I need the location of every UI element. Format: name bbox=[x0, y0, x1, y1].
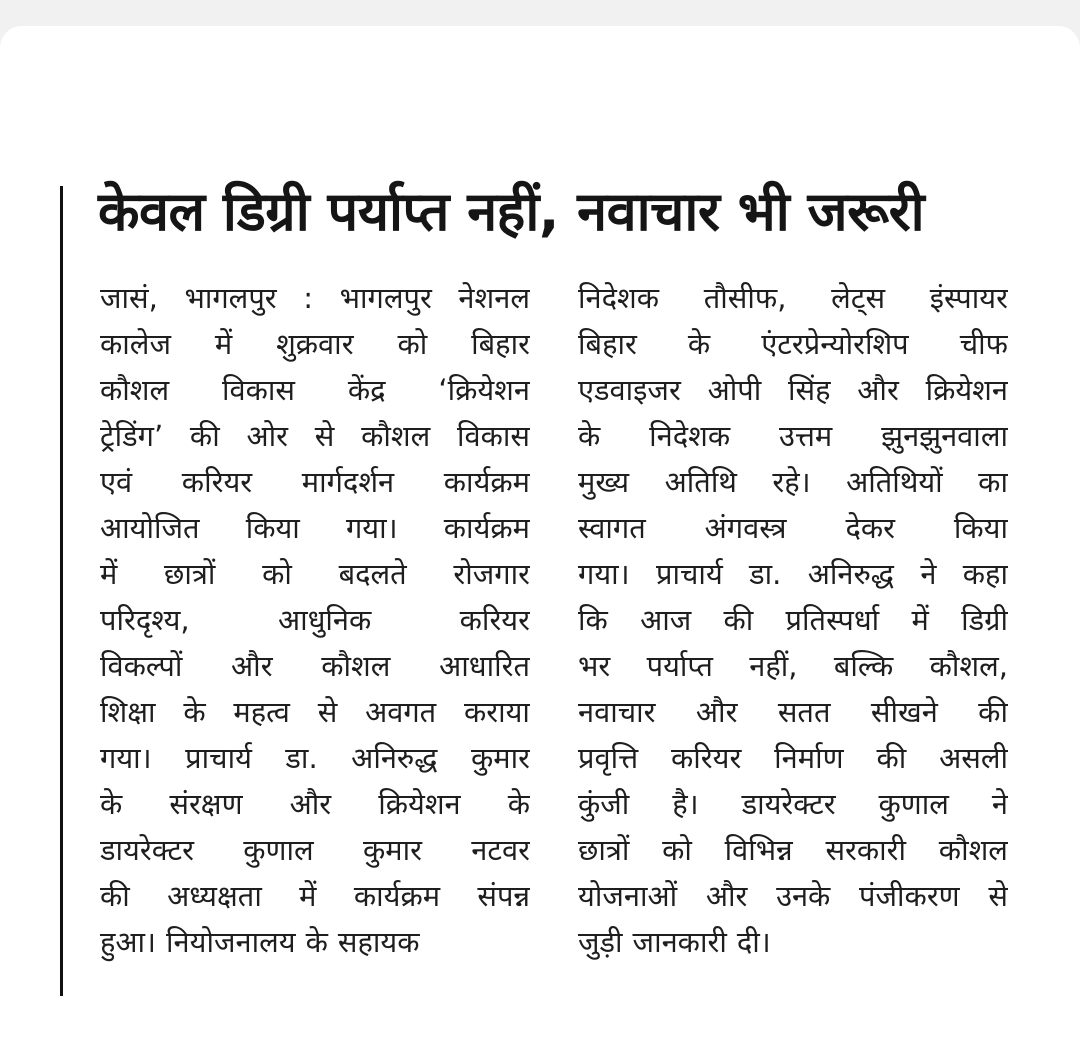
article-word: कराया bbox=[463, 695, 530, 729]
article-word: विकास bbox=[456, 419, 530, 453]
article-line bbox=[100, 735, 530, 781]
article-word: में bbox=[299, 879, 317, 913]
article-word: महत्व bbox=[233, 695, 290, 729]
article-word: झुनझुनवाला bbox=[881, 419, 1008, 453]
headline: केवल डिग्री पर्याप्त नहीं, नवाचार भी जरूरी bbox=[98, 180, 925, 243]
article-word: बिहार bbox=[578, 327, 637, 361]
article-word: उत्तम bbox=[779, 419, 833, 453]
article-word: सहायक bbox=[337, 925, 420, 959]
article-line bbox=[100, 413, 530, 459]
article-word: कुंजी bbox=[578, 787, 630, 821]
article-word: डायरेक्टर bbox=[100, 833, 194, 867]
article-line bbox=[578, 413, 1008, 459]
article-word: प्राचार्य bbox=[656, 557, 723, 591]
article-word: एवं bbox=[100, 465, 133, 499]
article-word: को bbox=[397, 327, 428, 361]
article-word: देकर bbox=[845, 511, 895, 545]
article-word: बिहार bbox=[471, 327, 530, 361]
article-word: से bbox=[314, 419, 335, 453]
article-word: जुड़ी bbox=[578, 925, 623, 959]
article-word: अतिथि bbox=[664, 465, 737, 499]
article-word: नहीं, bbox=[749, 649, 798, 683]
article-word: ने bbox=[991, 787, 1008, 821]
article-column-left bbox=[100, 275, 530, 965]
article-line bbox=[100, 827, 530, 873]
article-line bbox=[578, 597, 1008, 643]
article-word: के bbox=[507, 787, 530, 821]
article-word: को bbox=[662, 833, 692, 867]
article-word: के bbox=[687, 327, 711, 361]
article-column-right bbox=[578, 275, 1008, 965]
article-word: भर bbox=[578, 649, 611, 683]
article-line bbox=[578, 321, 1008, 367]
article-word: रोजगार bbox=[453, 557, 530, 591]
article-word: पर्याप्त bbox=[646, 649, 713, 683]
article-word: करियर bbox=[459, 603, 530, 637]
article-word: अनिरुद्ध bbox=[351, 741, 438, 775]
article-word: जानकारी bbox=[632, 925, 727, 959]
article-word: और bbox=[231, 649, 273, 683]
article-line bbox=[578, 367, 1008, 413]
article-word: में bbox=[214, 327, 233, 361]
article-word: : bbox=[303, 281, 314, 315]
article-line bbox=[100, 367, 530, 413]
article-word: आज bbox=[640, 603, 692, 637]
article-word: किया bbox=[245, 511, 300, 545]
article-word: कुणाल bbox=[243, 833, 314, 867]
article-word: अवगत bbox=[365, 695, 437, 729]
article-line bbox=[578, 827, 1008, 873]
article-line bbox=[578, 551, 1008, 597]
article-word: मुख्य bbox=[578, 465, 630, 499]
article-word: विभिन्न bbox=[724, 833, 793, 867]
article-line bbox=[100, 919, 530, 965]
article-word: बल्कि bbox=[833, 649, 894, 683]
article-word: प्राचार्य bbox=[185, 741, 252, 775]
article-line bbox=[578, 689, 1008, 735]
column-rule bbox=[60, 186, 63, 996]
article-word: अध्यक्षता bbox=[167, 879, 262, 913]
article-word: क्रियेशन bbox=[925, 373, 1008, 407]
article-line bbox=[100, 459, 530, 505]
article-word: हुआ। bbox=[100, 925, 157, 959]
article-word: छात्रों bbox=[164, 557, 216, 591]
article-line bbox=[578, 275, 1008, 321]
article-line bbox=[100, 551, 530, 597]
article-word: की bbox=[723, 603, 754, 637]
article-word: विकल्पों bbox=[100, 649, 183, 683]
article-word: सीखने bbox=[870, 695, 938, 729]
article-word: में bbox=[911, 603, 929, 637]
article-line bbox=[578, 919, 1008, 965]
article-word: निर्माण bbox=[774, 741, 844, 775]
article-word: कार्यक्रम bbox=[443, 511, 530, 545]
article-word: क्रियेशन bbox=[378, 787, 461, 821]
article-word: कार्यक्रम bbox=[443, 465, 530, 499]
article-word: कौशल bbox=[938, 833, 1008, 867]
article-word: परिदृश्य, bbox=[100, 603, 190, 637]
article-word: से bbox=[317, 695, 338, 729]
article-word: और bbox=[705, 879, 748, 913]
article-line bbox=[578, 459, 1008, 505]
article-line bbox=[100, 643, 530, 689]
article-word: डिग्री bbox=[961, 603, 1008, 637]
article-word: सिंह bbox=[788, 373, 831, 407]
article-word: के bbox=[578, 419, 601, 453]
article-word: केंद्र bbox=[347, 373, 386, 407]
article-word: सरकारी bbox=[825, 833, 907, 867]
article-word: डा. bbox=[285, 741, 318, 775]
article-word: असली bbox=[939, 741, 1008, 775]
article-word: कौशल bbox=[100, 373, 170, 407]
article-word: को bbox=[262, 557, 292, 591]
article-word: रहे। bbox=[772, 465, 811, 499]
article-word: में bbox=[100, 557, 118, 591]
article-line bbox=[578, 735, 1008, 781]
article-word: इंस्पायर bbox=[929, 281, 1008, 315]
article-word: कि bbox=[578, 603, 608, 637]
article-word: ओपी bbox=[707, 373, 762, 407]
article-line bbox=[100, 505, 530, 551]
article-word: प्रतिस्पर्धा bbox=[785, 603, 880, 637]
article-word: गया। bbox=[100, 741, 152, 775]
article-word: कौशल, bbox=[929, 649, 1008, 683]
article-word: भागलपुर bbox=[339, 281, 432, 315]
article-word: नटवर bbox=[471, 833, 530, 867]
article-word: नवाचार bbox=[578, 695, 656, 729]
article-word: निदेशक bbox=[649, 419, 731, 453]
article-line bbox=[578, 643, 1008, 689]
article-word: बदलते bbox=[338, 557, 407, 591]
article-word: और bbox=[289, 787, 332, 821]
article-word: की bbox=[978, 695, 1008, 729]
article-word: मार्गदर्शन bbox=[301, 465, 395, 499]
article-word: कुणाल bbox=[878, 787, 949, 821]
article-word: संरक्षण bbox=[169, 787, 243, 821]
article-word: के bbox=[183, 695, 206, 729]
article-word: एंटरप्रेन्योरशिप bbox=[761, 327, 909, 361]
article-word: से bbox=[988, 879, 1008, 913]
article-word: अनिरुद्ध bbox=[807, 557, 894, 591]
article-line bbox=[100, 873, 530, 919]
article-word: शिक्षा bbox=[100, 695, 156, 729]
article-word: करियर bbox=[671, 741, 742, 775]
article-word: अंगवस्त्र bbox=[704, 511, 787, 545]
article-word: गया। bbox=[345, 511, 398, 545]
article-word: कौशल bbox=[321, 649, 391, 683]
article-word: है। bbox=[672, 787, 699, 821]
article-word: ओर bbox=[246, 419, 288, 453]
article-line bbox=[100, 781, 530, 827]
article-word: योजनाओं bbox=[578, 879, 678, 913]
article-word: डायरेक्टर bbox=[741, 787, 836, 821]
article-word: कहा bbox=[962, 557, 1008, 591]
article-word: तौसीफ, bbox=[703, 281, 787, 315]
article-word: सतत bbox=[777, 695, 831, 729]
article-line bbox=[578, 505, 1008, 551]
article-word: विकास bbox=[222, 373, 296, 407]
article-word: और bbox=[857, 373, 899, 407]
article-word: उनके bbox=[776, 879, 831, 913]
article-word: कुमार bbox=[362, 833, 422, 867]
article-line bbox=[578, 873, 1008, 919]
article-word: की bbox=[189, 419, 220, 453]
article-word: एडवाइजर bbox=[578, 373, 681, 407]
article-word: ने bbox=[920, 557, 937, 591]
article-word: लेट्स bbox=[831, 281, 886, 315]
article-word: कुमार bbox=[470, 741, 530, 775]
article-word: आयोजित bbox=[100, 511, 200, 545]
article-word: निदेशक bbox=[578, 281, 659, 315]
article-line bbox=[100, 275, 530, 321]
article-word: आधारित bbox=[439, 649, 530, 683]
article-word: चीफ bbox=[959, 327, 1008, 361]
article-line bbox=[578, 781, 1008, 827]
article-word: ‘क्रियेशन bbox=[438, 373, 530, 407]
article-word: स्वागत bbox=[578, 511, 646, 545]
article-word: गया। bbox=[578, 557, 630, 591]
article-word: दी। bbox=[736, 925, 771, 959]
article-word: कौशल bbox=[361, 419, 431, 453]
article-line bbox=[100, 689, 530, 735]
article-word: का bbox=[978, 465, 1008, 499]
article-word: नियोजनालय bbox=[166, 925, 296, 959]
article-word: नेशनल bbox=[458, 281, 530, 315]
article-word: भागलपुर bbox=[184, 281, 277, 315]
article-word: जासं, bbox=[100, 281, 158, 315]
article-word: पंजीकरण bbox=[859, 879, 960, 913]
article-word: आधुनिक bbox=[277, 603, 372, 637]
article-word: शुक्रवार bbox=[276, 327, 354, 361]
article-word: करियर bbox=[181, 465, 253, 499]
article-word: प्रवृत्ति bbox=[578, 741, 639, 775]
article-word: कार्यक्रम bbox=[353, 879, 441, 913]
article-word: की bbox=[876, 741, 907, 775]
article-word: और bbox=[695, 695, 738, 729]
article-word: कालेज bbox=[100, 327, 171, 361]
article-word: की bbox=[100, 879, 130, 913]
article-word: के bbox=[305, 925, 328, 959]
article-line bbox=[100, 321, 530, 367]
article-word: अतिथियों bbox=[846, 465, 943, 499]
article-word: छात्रों bbox=[578, 833, 630, 867]
article-word: डा. bbox=[749, 557, 782, 591]
article-line bbox=[100, 597, 530, 643]
article-word: संपन्न bbox=[477, 879, 530, 913]
article-word: ट्रेडिंग’ bbox=[100, 419, 164, 453]
article-word: किया bbox=[953, 511, 1008, 545]
newspaper-clipping bbox=[0, 26, 1080, 1054]
article-word: के bbox=[100, 787, 123, 821]
